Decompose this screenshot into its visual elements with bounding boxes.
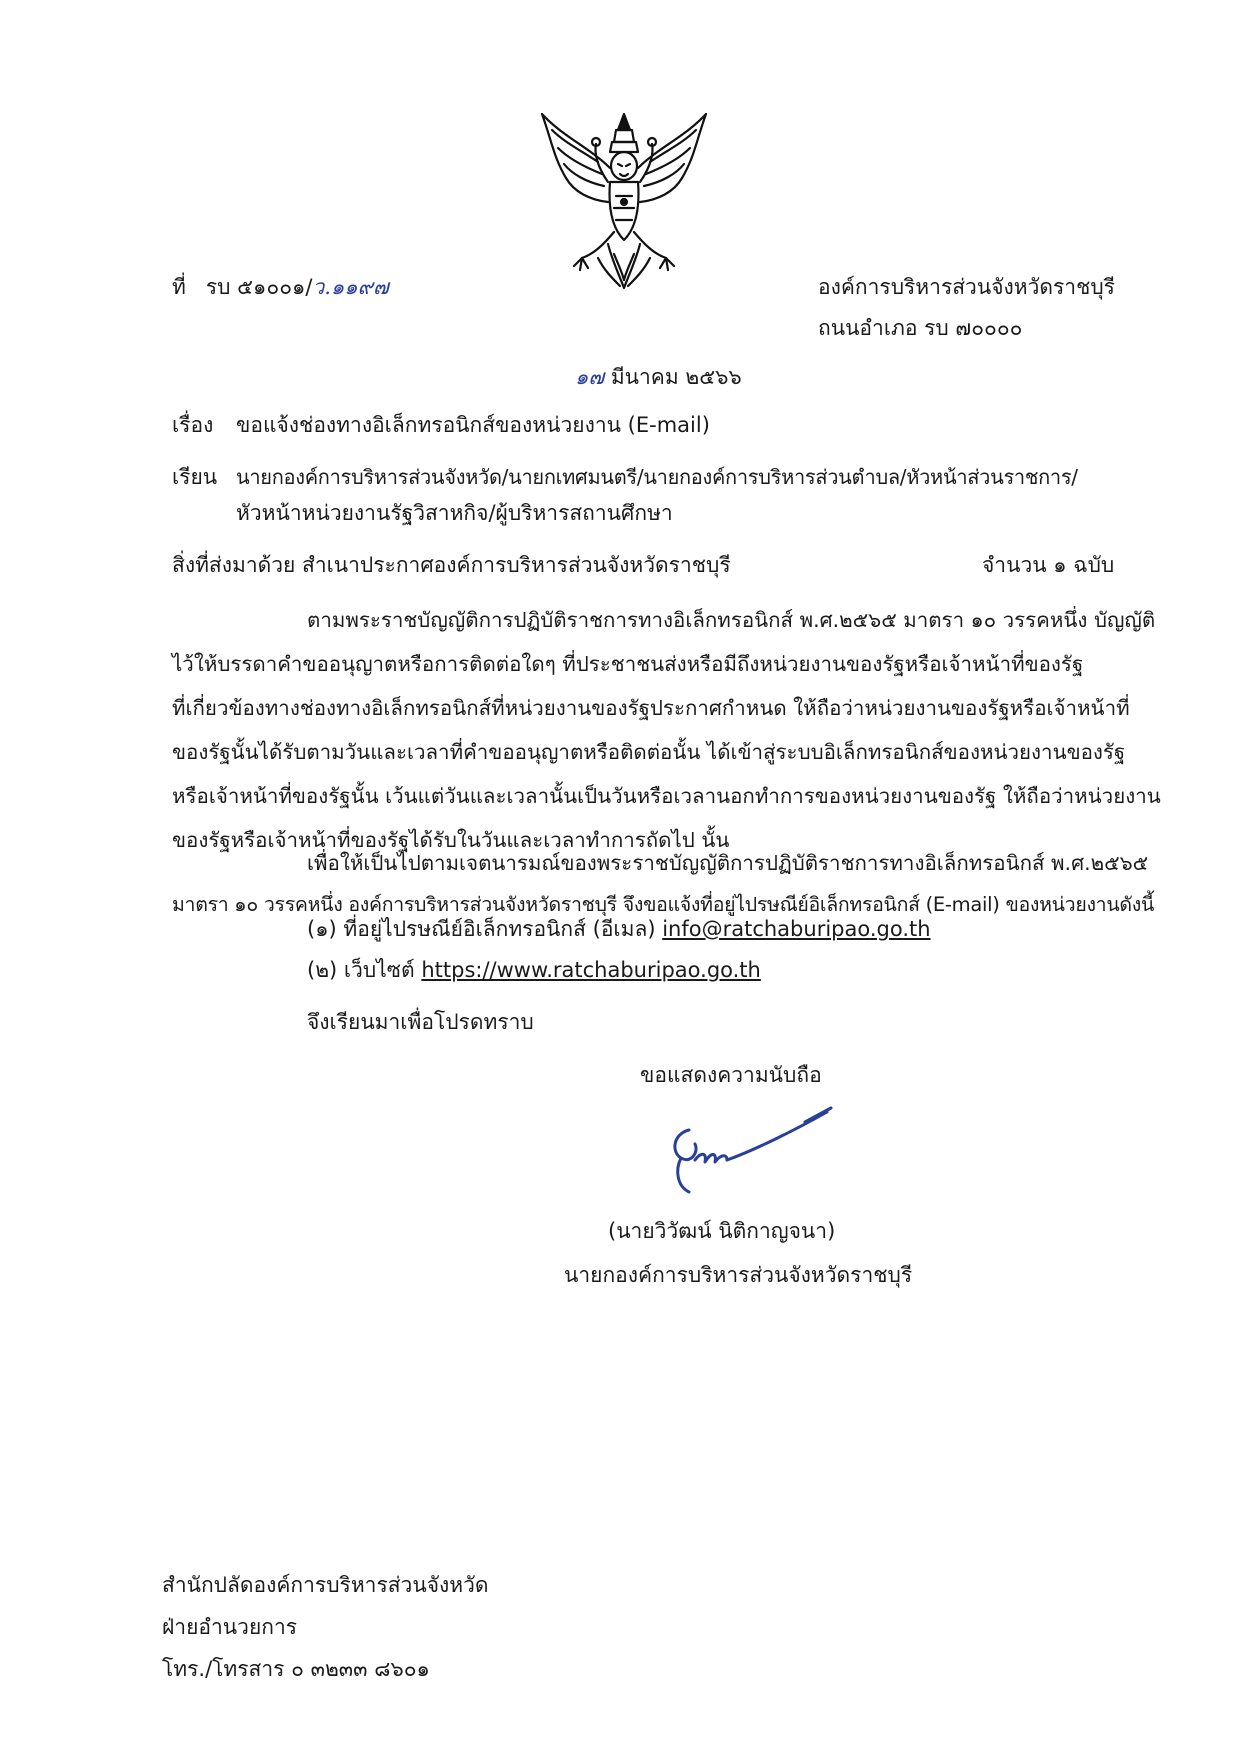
p2-line: มาตรา ๑๐ วรรคหนึ่ง องค์การบริหารส่วนจังหวัดราชบุรี จึงขอแจ้งที่อยู่ไปรษณีย์อิเล็กทรอนิกส์ (E-mail) ของหน่วยงานดังนี้: [172, 893, 1154, 916]
enclosure-label: สิ่งที่ส่งมาด้วย: [172, 553, 296, 577]
enclosure-text: สำเนาประกาศองค์การบริหารส่วนจังหวัดราชบุรี: [302, 553, 731, 577]
footer-office: สำนักปลัดองค์การบริหารส่วนจังหวัด: [162, 1573, 489, 1597]
item-website-prefix: (๒) เว็บไซต์: [307, 958, 415, 982]
closing-text: จึงเรียนมาเพื่อโปรดทราบ: [307, 1010, 534, 1034]
email-link[interactable]: info@ratchaburipao.go.th: [662, 917, 931, 941]
footer-phone: โทร./โทรสาร ๐ ๓๒๓๓ ๘๖๐๑: [162, 1657, 430, 1681]
p1-line: ที่เกี่ยวข้องทางช่องทางอิเล็กทรอนิกส์ที่หน่วยงานของรัฐประกาศกำหนด ให้ถือว่าหน่วยงานของรัฐหรือเจ้าหน้าที่: [172, 696, 1130, 720]
to-label: เรียน: [172, 465, 218, 489]
ref-prefix: รบ ๕๑๐๐๑/: [205, 275, 313, 299]
p1-line: หรือเจ้าหน้าที่ของรัฐนั้น เว้นแต่วันและเวลานั้นเป็นวันหรือเวลานอกทำการของหน่วยงานของรัฐ ให้ถือว่าหน่วยงาน: [172, 784, 1161, 808]
p1-line: ของรัฐนั้นได้รับตามวันและเวลาที่คำขออนุญาตหรือติดต่อนั้น ได้เข้าสู่ระบบอิเล็กทรอนิกส์ของหน่วยงานของรัฐ: [172, 740, 1126, 764]
ref-label: ที่: [172, 275, 186, 299]
subject-label: เรื่อง: [172, 413, 214, 437]
p1-line: ไว้ให้บรรดาคำขออนุญาตหรือการติดต่อใดๆ ที่ประชาชนส่งหรือมีถึงหน่วยงานของรัฐหรือเจ้าหน้าที่ของรัฐ: [172, 652, 1084, 676]
footer-division: ฝ่ายอำนวยการ: [162, 1615, 298, 1639]
date-day-handwritten: ๑๗: [575, 365, 605, 389]
p2-line: เพื่อให้เป็นไปตามเจตนารมณ์ของพระราชบัญญัติการปฏิบัติราชการทางอิเล็กทรอนิกส์ พ.ศ.๒๕๖๕: [307, 851, 1149, 875]
website-link[interactable]: https://www.ratchaburipao.go.th: [421, 958, 761, 982]
subject-text: ขอแจ้งช่องทางอิเล็กทรอนิกส์ของหน่วยงาน (E-mail): [236, 413, 710, 437]
handwritten-signature: [655, 1100, 835, 1205]
enclosure-quantity: จำนวน ๑ ฉบับ: [982, 553, 1115, 577]
letter-date: [575, 362, 742, 392]
item-email: [307, 914, 931, 944]
regards-text: ขอแสดงความนับถือ: [640, 1063, 822, 1087]
ref-handwritten: ว.๑๑๙๗: [312, 275, 389, 299]
signer-position: นายกองค์การบริหารส่วนจังหวัดราชบุรี: [564, 1263, 913, 1287]
org-name: องค์การบริหารส่วนจังหวัดราชบุรี: [818, 275, 1115, 299]
org-address: ถนนอำเภอ รบ ๗๐๐๐๐: [818, 316, 1023, 340]
p1-line: ของรัฐหรือเจ้าหน้าที่ของรัฐได้รับในวันและเวลาทำการถัดไป นั้น: [172, 828, 730, 852]
garuda-emblem: [538, 108, 710, 296]
signer-name: (นายวิวัฒน์ นิติกาญจนา): [608, 1219, 836, 1243]
date-month-year: มีนาคม ๒๕๖๖: [610, 365, 742, 389]
item-email-prefix: (๑) ที่อยู่ไปรษณีย์อิเล็กทรอนิกส์ (อีเมล): [307, 917, 656, 941]
item-website: [307, 955, 761, 985]
to-line-1: นายกองค์การบริหารส่วนจังหวัด/นายกเทศมนตรี/นายกองค์การบริหารส่วนตำบล/หัวหน้าส่วนราชการ/: [236, 465, 1078, 489]
to-line-2: หัวหน้าหน่วยงานรัฐวิสาหกิจ/ผู้บริหารสถานศึกษา: [236, 501, 673, 525]
body-paragraph-1: [172, 598, 1161, 862]
p1-line: ตามพระราชบัญญัติการปฏิบัติราชการทางอิเล็กทรอนิกส์ พ.ศ.๒๕๖๕ มาตรา ๑๐ วรรคหนึ่ง บัญญัติ: [307, 608, 1156, 632]
reference-number: [172, 272, 389, 302]
